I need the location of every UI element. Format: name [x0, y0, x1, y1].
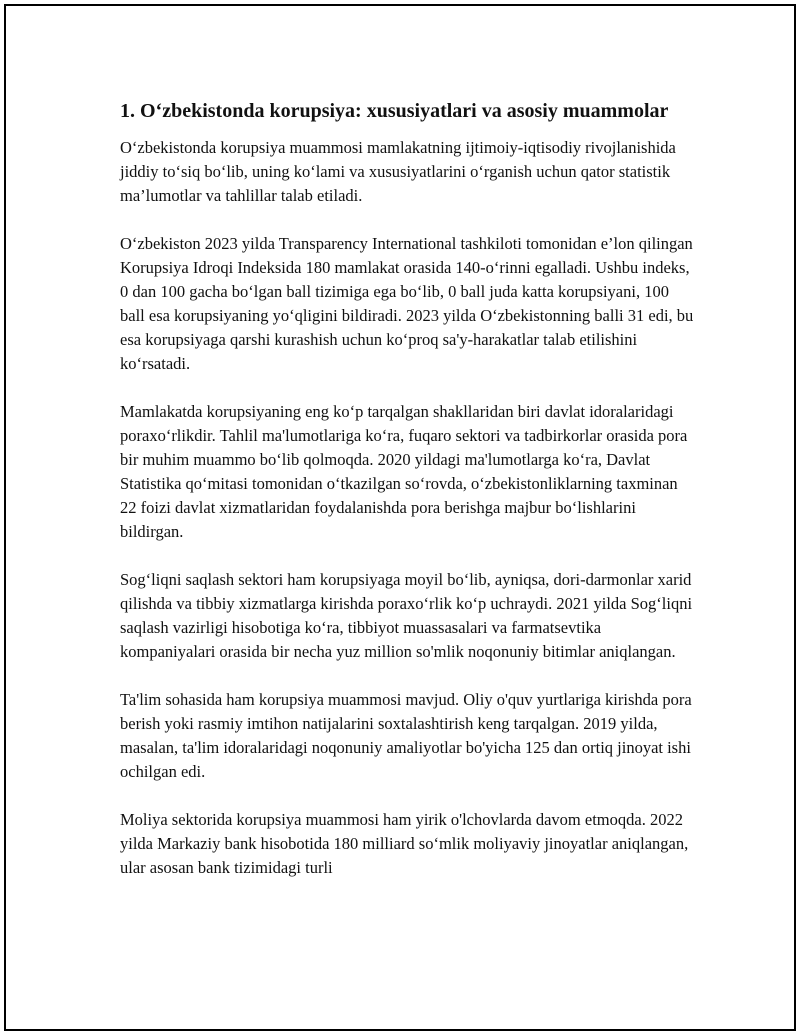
paragraph-corruption-index: O‘zbekiston 2023 yilda Transparency International tashkiloti tomonidan e’lon qilingan Korupsiya Idroqi Indeksida 180 mamlakat orasida 140-o‘rinni egalladi. Ushbu indeks, 0 dan 100 gacha bo‘lgan ball tizimiga ega bo‘lib, 0 ball juda katta korupsiyani, 100 ball esa korupsiyaning yo‘qligini bildiradi. 2023 yilda O‘zbekistonning balli 31 edi, bu esa korupsiyaga qarshi kurashish uchun ko‘proq sa'y-harakatlar talab etilishini ko‘rsatadi. [120, 234, 694, 373]
document-body [120, 98, 695, 904]
paragraph-finance: Moliya sektorida korupsiya muammosi ham yirik o'lchovlarda davom etmoqda. 2022 yilda Markaziy bank hisobotida 180 milliard so‘mlik moliyaviy jinoyatlar aniqlangan, ular asosan bank tizimidagi turli [120, 810, 689, 877]
paragraph-bribery-government: Mamlakatda korupsiyaning eng ko‘p tarqalgan shakllaridan biri davlat idoralaridagi poraxo‘rlikdir. Tahlil ma'lumotlariga ko‘ra, fuqaro sektori va tadbirkorlar orasida pora bir muhim muammo bo‘lib qolmoqda. 2020 yildagi ma'lumotlarga ko‘ra, Davlat Statistika qo‘mitasi tomonidan o‘tkazilgan so‘rovda, o‘zbekistonliklarning taxminan 22 foizi davlat xizmatlaridan foydalanishda pora berishga majbur bo‘lishlarini bildirgan. [120, 402, 688, 541]
paragraph-healthcare: Sog‘liqni saqlash sektori ham korupsiyaga moyil bo‘lib, ayniqsa, dori-darmonlar xarid qilishda va tibbiy xizmatlarga kirishda poraxo‘rlik ko‘p uchraydi. 2021 yilda Sog‘liqni saqlash vazirligi hisobotiga ko‘ra, tibbiyot muassasalari va farmatsevtika kompaniyalari orasida bir necha yuz million so'mlik noqonuniy bitimlar aniqlangan. [120, 570, 693, 661]
paragraph-intro: O‘zbekistonda korupsiya muammosi mamlakatning ijtimoiy-iqtisodiy rivojlanishida jiddiy to‘siq bo‘lib, uning ko‘lami va xususiyatlarini o‘rganish uchun qator statistik ma’lumotlar va tahlillar talab etiladi. [120, 138, 676, 205]
section-heading: 1. O‘zbekistonda korupsiya: xususiyatlari va asosiy muammolar [120, 100, 669, 122]
page-frame [4, 4, 796, 1031]
paragraph-education: Ta'lim sohasida ham korupsiya muammosi mavjud. Oliy o'quv yurtlariga kirishda pora berish yoki rasmiy imtihon natijalarini soxtalashtirish keng tarqalgan. 2019 yilda, masalan, ta'lim idoralaridagi noqonuniy amaliyotlar bo'yicha 125 dan ortiq jinoyat ishi ochilgan edi. [120, 690, 692, 781]
